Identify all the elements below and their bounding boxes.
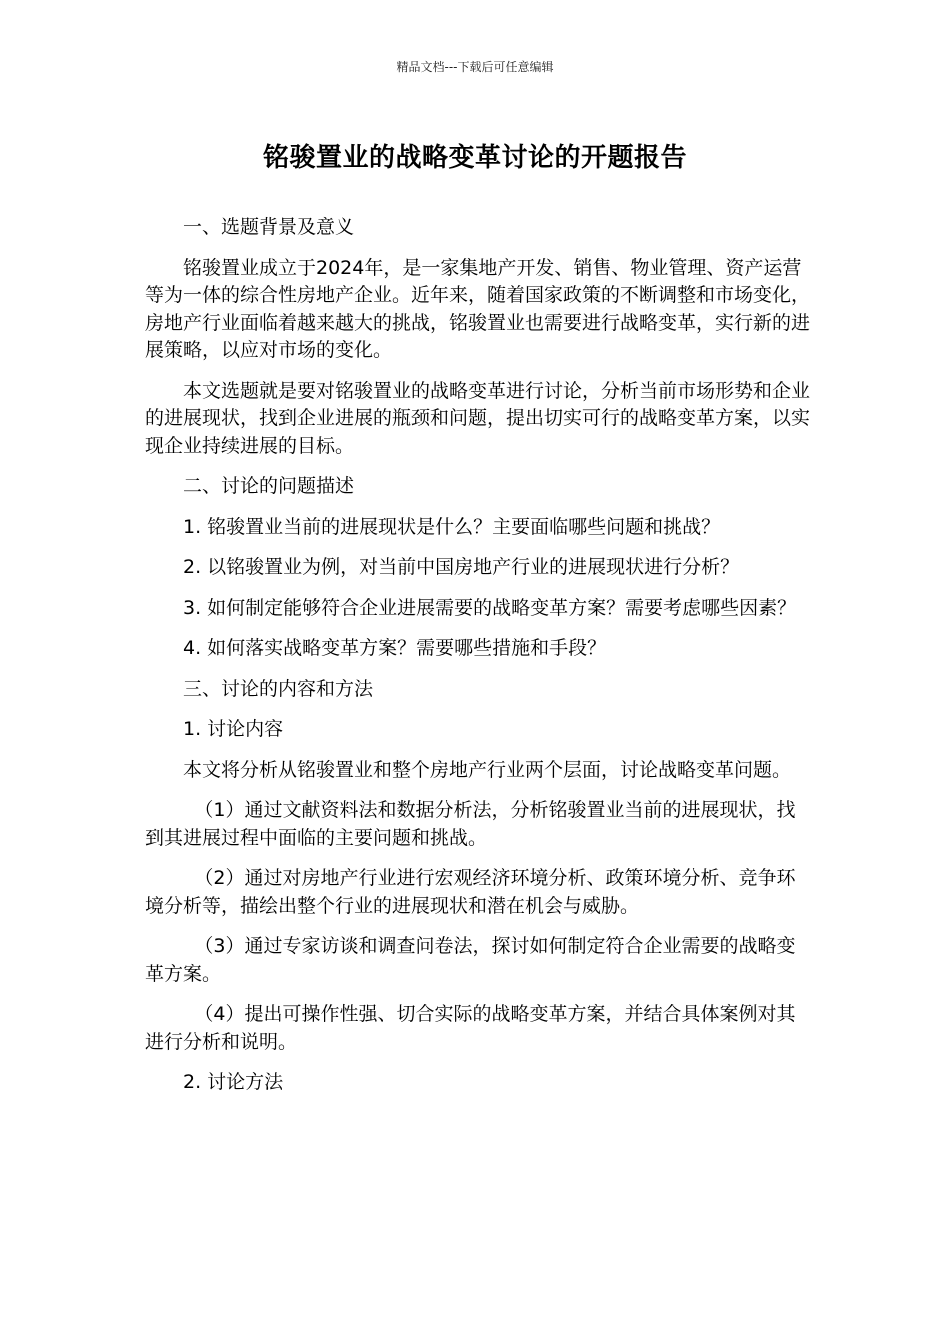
section-heading-problems: 二、讨论的问题描述: [183, 475, 355, 497]
document-title: 铭骏置业的战略变革讨论的开题报告: [262, 143, 687, 173]
document-body: [145, 214, 810, 1110]
problem-item-4: 4. 如何落实战略变革方案？需要哪些措施和手段？: [183, 637, 607, 659]
problem-item-3: 3. 如何制定能够符合企业进展需要的战略变革方案？需要考虑哪些因素？: [183, 596, 797, 619]
content-item-4: （4）提出可操作性强、切合实际的战略变革方案，并结合具体案例对其进行分析和说明。: [145, 1003, 796, 1053]
section-heading-content-methods: 三、讨论的内容和方法: [183, 677, 374, 700]
content-item-1: （1）通过文献资料法和数据分析法，分析铭骏置业当前的进展现状，找到其进展过程中面临的主要问题和挑战。: [145, 799, 796, 849]
problem-item-2: 2. 以铭骏置业为例，对当前中国房地产行业的进展现状进行分析？: [183, 556, 740, 578]
problem-item-1: 1. 铭骏置业当前的进展现状是什么？主要面临哪些问题和挑战？: [183, 515, 721, 538]
subheading-methods: 2. 讨论方法: [183, 1071, 284, 1093]
section-heading-background: 一、选题背景及意义: [183, 216, 355, 238]
page-header-note: 精品文档---下载后可任意编辑: [396, 60, 554, 74]
paragraph-background-1: 铭骏置业成立于2024年，是一家集地产开发、销售、物业管理、资产运营等为一体的综合性房地产企业。近年来，随着国家政策的不断调整和市场变化，房地产行业面临着越来越大的挑战，铭骏置业也需要进行战略变革，实行新的进展策略，以应对市场的变化。: [145, 256, 811, 361]
subheading-content: 1. 讨论内容: [183, 718, 284, 740]
paragraph-background-2: 本文选题就是要对铭骏置业的战略变革进行讨论，分析当前市场形势和企业的进展现状，找到企业进展的瓶颈和问题，提出切实可行的战略变革方案，以实现企业持续进展的目标。: [145, 379, 811, 457]
paragraph-content-intro: 本文将分析从铭骏置业和整个房地产行业两个层面，讨论战略变革问题。: [183, 758, 792, 781]
content-item-3: （3）通过专家访谈和调查问卷法，探讨如何制定符合企业需要的战略变革方案。: [145, 935, 796, 985]
content-item-2: （2）通过对房地产行业进行宏观经济环境分析、政策环境分析、竞争环境分析等，描绘出整个行业的进展现状和潜在机会与威胁。: [145, 867, 796, 917]
